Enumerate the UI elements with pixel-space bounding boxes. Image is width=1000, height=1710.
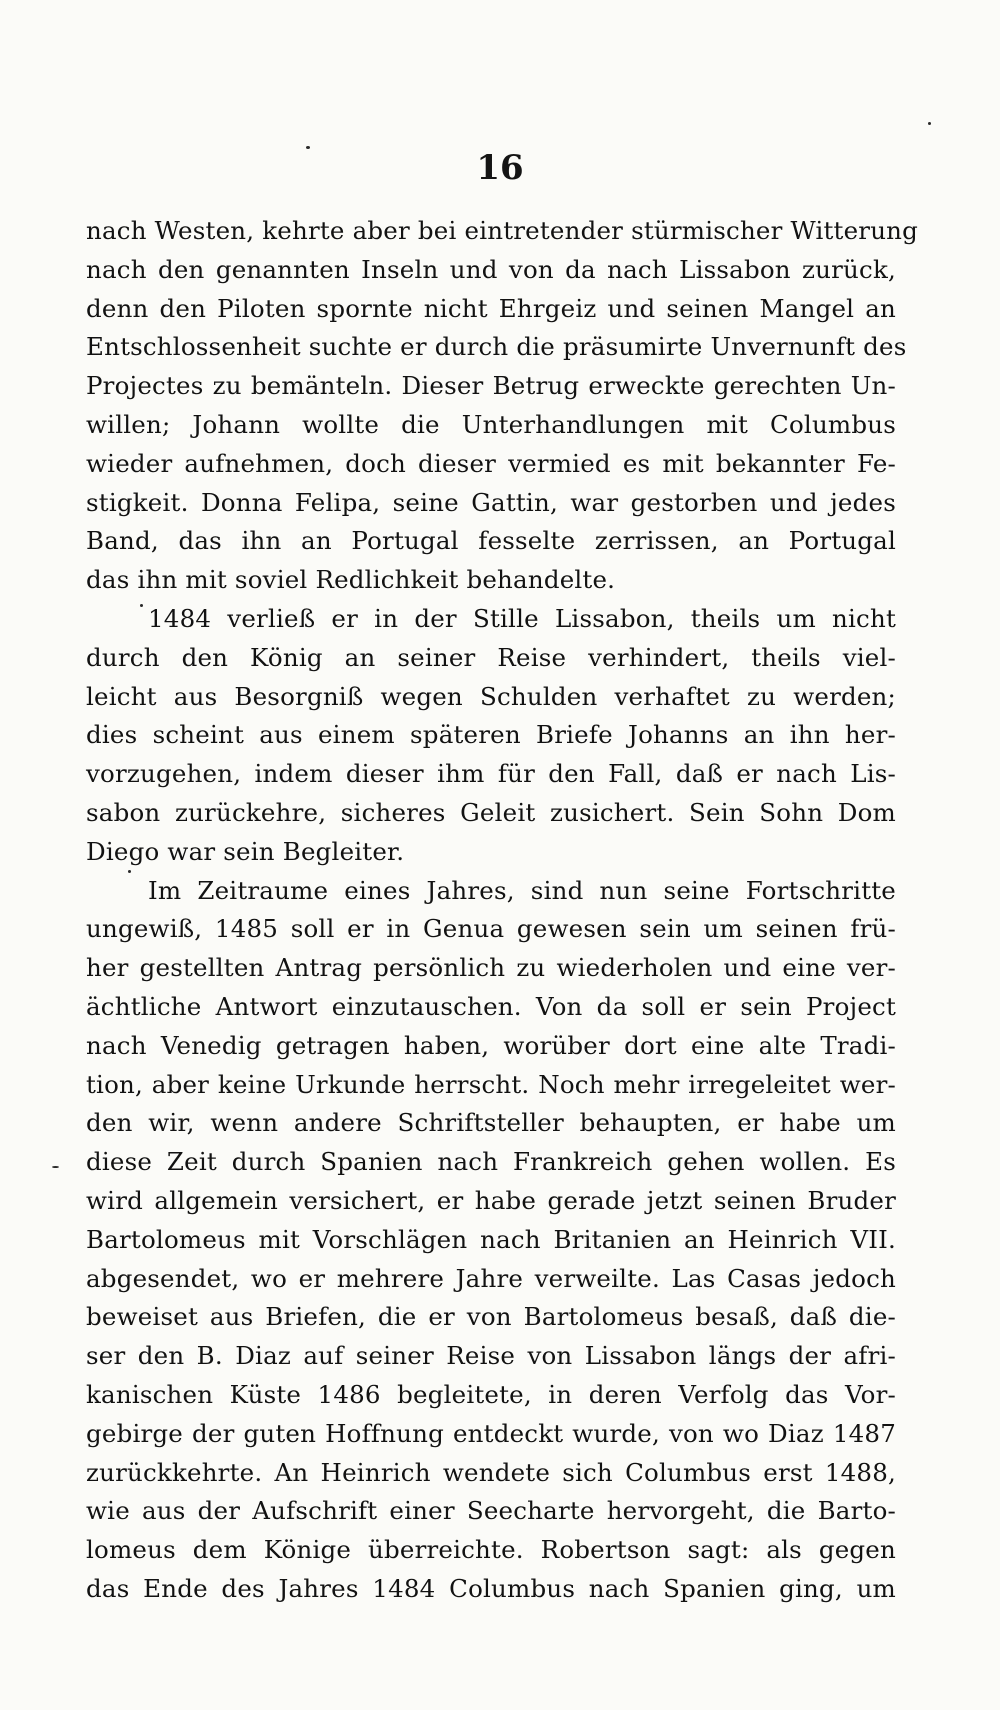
body-text — [86, 212, 919, 1609]
text-line: Diego war sein Begleiter. — [86, 836, 405, 866]
text-line: tion, aber keine Urkunde herrscht. Noch mehr irregeleitet wer- — [86, 1069, 896, 1099]
text-line: nach Westen, kehrte aber bei eintretender stürmischer Witterung — [86, 216, 919, 245]
ink-speck — [52, 1166, 59, 1168]
text-line: beweiset aus Briefen, die er von Bartolomeus besaß, daß die- — [86, 1302, 896, 1332]
ink-speck — [128, 870, 131, 873]
text-line: durch den König an seiner Reise verhindert, theils viel- — [86, 642, 896, 672]
text-line: ungewiß, 1485 soll er in Genua gewesen sein um seinen frü- — [86, 914, 896, 944]
text-line: Band, das ihn an Portugal fesselte zerrissen, an Portugal — [86, 526, 896, 556]
text-line: sabon zurückehre, sicheres Geleit zusichert. Sein Sohn Dom — [86, 797, 896, 827]
text-line: 1484 verließ er in der Stille Lissabon, theils um nicht — [148, 603, 896, 633]
text-line: wieder aufnehmen, doch dieser vermied es mit bekannter Fe- — [86, 448, 896, 478]
text-line: den wir, wenn andere Schriftsteller behaupten, er habe um — [86, 1108, 896, 1138]
text-line: dies scheint aus einem späteren Briefe Johanns an ihn her- — [86, 720, 896, 750]
text-line: leicht aus Besorgniß wegen Schulden verhaftet zu werden; — [86, 681, 896, 711]
text-line: wie aus der Aufschrift einer Seecharte hervorgeht, die Barto- — [86, 1496, 896, 1526]
page-number: 16 — [476, 148, 524, 188]
text-line: gebirge der guten Hoffnung entdeckt wurde, von wo Diaz 1487 — [86, 1418, 896, 1448]
text-line: das Ende des Jahres 1484 Columbus nach Spanien ging, um — [86, 1573, 896, 1603]
text-line: kanischen Küste 1486 begleitete, in deren Verfolg das Vor- — [86, 1379, 896, 1409]
text-line: Projectes zu bemänteln. Dieser Betrug erweckte gerechten Un- — [86, 371, 896, 401]
text-line: nach Venedig getragen haben, worüber dort eine alte Tradi- — [86, 1030, 896, 1060]
text-line: das ihn mit soviel Redlichkeit behandelte. — [86, 565, 616, 595]
text-line: willen; Johann wollte die Unterhandlungen mit Columbus — [86, 409, 896, 439]
text-line: zurückkehrte. An Heinrich wendete sich Columbus erst 1488, — [86, 1457, 896, 1487]
ink-speck — [140, 604, 143, 607]
text-line: ser den B. Diaz auf seiner Reise von Lissabon längs der afri- — [86, 1341, 896, 1371]
text-line: vorzugehen, indem dieser ihm für den Fall, daß er nach Lis- — [86, 759, 896, 789]
text-line: lomeus dem Könige überreichte. Robertson sagt: als gegen — [86, 1535, 896, 1565]
text-line: abgesendet, wo er mehrere Jahre verweilte. Las Casas jedoch — [86, 1263, 896, 1293]
text-line: wird allgemein versichert, er habe gerade jetzt seinen Bruder — [86, 1185, 896, 1215]
text-line: Entschlossenheit suchte er durch die präsumirte Unvernunft des — [86, 332, 907, 362]
text-line: nach den genannten Inseln und von da nach Lissabon zurück, — [86, 254, 896, 284]
text-line: her gestellten Antrag persönlich zu wiederholen und eine ver- — [86, 953, 896, 983]
text-line: Bartolomeus mit Vorschlägen nach Britanien an Heinrich VII. — [86, 1224, 896, 1254]
text-line: Im Zeitraume eines Jahres, sind nun seine Fortschritte — [148, 875, 896, 905]
text-line: ächtliche Antwort einzutauschen. Von da soll er sein Project — [86, 991, 896, 1021]
text-line: diese Zeit durch Spanien nach Frankreich gehen wollen. Es — [86, 1147, 896, 1177]
ink-speck — [928, 122, 931, 125]
ink-speck — [306, 146, 310, 149]
text-line: denn den Piloten spornte nicht Ehrgeiz und seinen Mangel an — [86, 293, 896, 323]
text-line: stigkeit. Donna Felipa, seine Gattin, war gestorben und jedes — [86, 487, 896, 517]
